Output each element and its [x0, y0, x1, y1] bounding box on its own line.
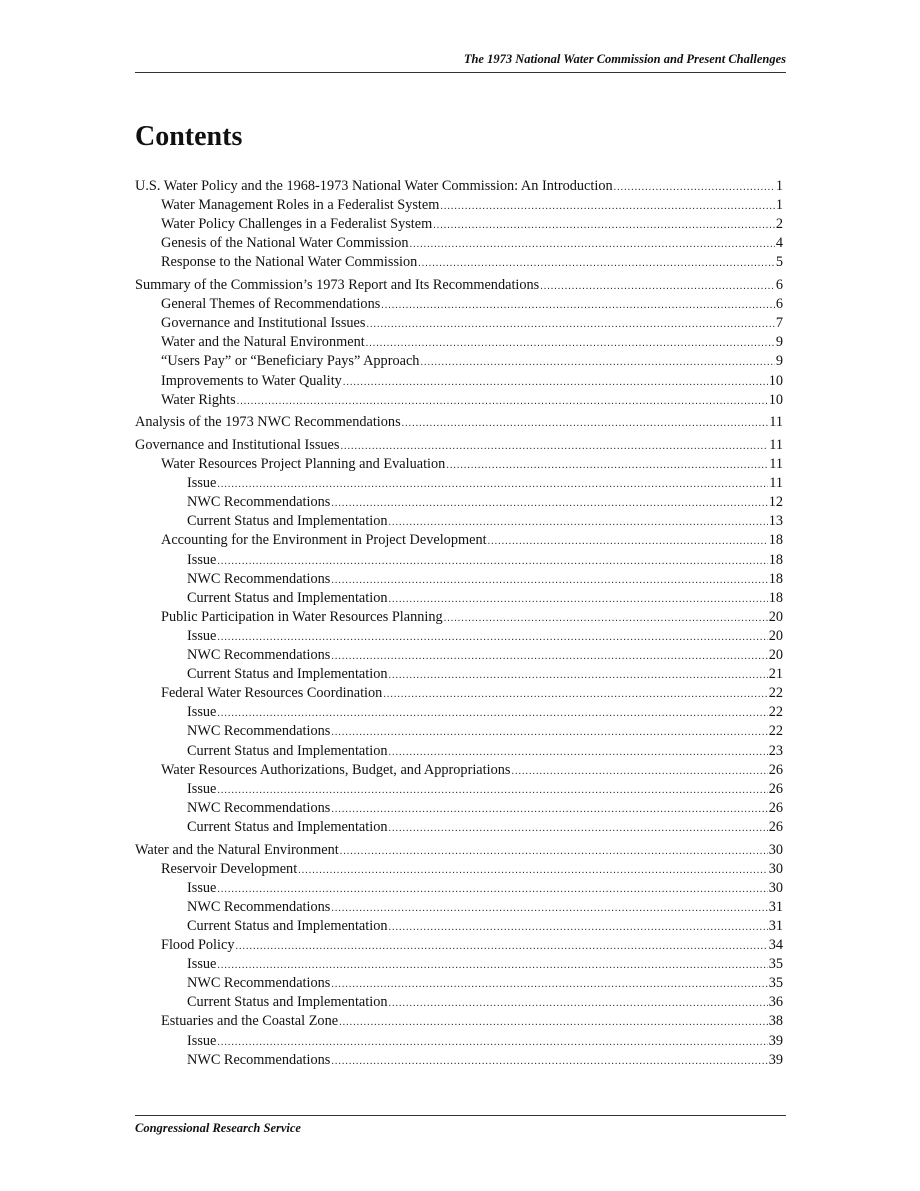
toc-entry-level-2[interactable]	[135, 761, 783, 780]
toc-entry-level-2[interactable]	[135, 372, 783, 391]
toc-dot-leader	[381, 296, 775, 315]
toc-entry-page-number: 7	[775, 315, 783, 332]
toc-entry-title: NWC Recommendations	[187, 723, 331, 740]
toc-entry-level-3[interactable]	[135, 665, 783, 684]
toc-entry-page-number: 20	[768, 647, 783, 664]
toc-entry-level-2[interactable]	[135, 936, 783, 955]
toc-dot-leader	[331, 1052, 767, 1071]
toc-dot-leader	[410, 235, 775, 254]
toc-entry-level-2[interactable]	[135, 1012, 783, 1031]
table-of-contents	[135, 177, 783, 1070]
toc-entry-title: NWC Recommendations	[187, 647, 331, 664]
toc-entry-level-2[interactable]	[135, 531, 783, 550]
toc-entry-title: Summary of the Commission’s 1973 Report and Its Recommendations	[135, 277, 540, 294]
toc-entry-level-3[interactable]	[135, 1032, 783, 1051]
toc-entry-level-1[interactable]	[135, 177, 783, 196]
toc-dot-leader	[217, 475, 768, 494]
toc-entry-page-number: 6	[775, 296, 783, 313]
toc-entry-page-number: 30	[768, 860, 783, 877]
toc-entry-title: Issue	[187, 551, 217, 568]
toc-entry-title: “Users Pay” or “Beneficiary Pays” Approach	[161, 353, 420, 370]
toc-entry-page-number: 26	[768, 799, 783, 816]
toc-entry-page-number: 5	[775, 254, 783, 271]
toc-entry-level-2[interactable]	[135, 215, 783, 234]
toc-entry-title: Water Rights	[161, 391, 236, 408]
toc-entry-page-number: 11	[769, 437, 783, 453]
toc-entry-level-3[interactable]	[135, 703, 783, 722]
toc-dot-leader	[418, 254, 775, 273]
toc-entry-title: Water Management Roles in a Federalist System	[161, 197, 440, 214]
toc-dot-leader	[331, 800, 767, 819]
toc-entry-level-3[interactable]	[135, 722, 783, 741]
toc-dot-leader	[389, 743, 768, 762]
toc-entry-page-number: 1	[775, 178, 783, 194]
toc-dot-leader	[331, 571, 767, 590]
toc-entry-title: Issue	[187, 627, 217, 644]
toc-dot-leader	[340, 437, 768, 456]
toc-dot-leader	[614, 178, 775, 197]
toc-entry-level-2[interactable]	[135, 314, 783, 333]
header-rule	[135, 72, 786, 73]
toc-entry-level-1[interactable]	[135, 436, 783, 455]
toc-entry-level-3[interactable]	[135, 512, 783, 531]
toc-dot-leader	[383, 685, 767, 704]
toc-dot-leader	[217, 552, 767, 571]
toc-dot-leader	[540, 277, 775, 296]
toc-entry-page-number: 35	[768, 975, 783, 992]
toc-entry-level-1[interactable]	[135, 276, 783, 295]
toc-entry-title: Issue	[187, 780, 217, 797]
toc-dot-leader	[217, 628, 767, 647]
toc-dot-leader	[420, 353, 774, 372]
toc-dot-leader	[366, 315, 774, 334]
toc-entry-title: U.S. Water Policy and the 1968-1973 National Water Commission: An Introduction	[135, 178, 613, 194]
toc-dot-leader	[389, 513, 768, 532]
toc-dot-leader	[389, 819, 768, 838]
toc-dot-leader	[389, 918, 768, 937]
toc-entry-level-3[interactable]	[135, 993, 783, 1012]
toc-entry-level-1[interactable]	[135, 841, 783, 860]
toc-entry-level-3[interactable]	[135, 646, 783, 665]
toc-entry-page-number: 26	[768, 818, 783, 835]
toc-entry-title: Response to the National Water Commission	[161, 254, 418, 271]
toc-entry-level-3[interactable]	[135, 627, 783, 646]
toc-entry-title: Federal Water Resources Coordination	[161, 685, 383, 702]
toc-entry-page-number: 10	[768, 391, 783, 408]
toc-entry-level-3[interactable]	[135, 799, 783, 818]
toc-entry-page-number: 36	[768, 994, 783, 1011]
toc-entry-title: NWC Recommendations	[187, 898, 331, 915]
toc-entry-title: Current Status and Implementation	[187, 589, 388, 606]
running-header: The 1973 National Water Commission and Present Challenges	[463, 52, 786, 66]
toc-entry-page-number: 22	[768, 685, 783, 702]
toc-dot-leader	[343, 373, 768, 392]
toc-entry-title: Water Resources Project Planning and Evaluation	[161, 456, 446, 473]
toc-entry-level-2[interactable]	[135, 455, 783, 474]
toc-entry-title: Analysis of the 1973 NWC Recommendations	[135, 414, 401, 431]
toc-entry-page-number: 10	[768, 372, 783, 389]
toc-entry-level-3[interactable]	[135, 742, 783, 761]
toc-dot-leader	[331, 899, 767, 918]
toc-dot-leader	[217, 880, 767, 899]
toc-dot-leader	[331, 975, 767, 994]
toc-dot-leader	[511, 762, 767, 781]
footer-rule	[135, 1115, 786, 1116]
toc-dot-leader	[340, 842, 768, 861]
toc-entry-title: Water and the Natural Environment	[135, 841, 339, 858]
toc-entry-page-number: 20	[768, 627, 783, 644]
toc-entry-level-1[interactable]	[135, 413, 783, 432]
toc-entry-title: Reservoir Development	[161, 860, 298, 877]
toc-entry-page-number: 21	[768, 666, 783, 683]
toc-entry-page-number: 22	[768, 704, 783, 721]
toc-entry-level-2[interactable]	[135, 860, 783, 879]
toc-dot-leader	[298, 861, 768, 880]
footer-publisher: Congressional Research Service	[135, 1121, 301, 1135]
toc-dot-leader	[217, 1033, 767, 1052]
toc-entry-title: Current Status and Implementation	[187, 666, 388, 683]
toc-entry-page-number: 39	[768, 1051, 783, 1068]
toc-entry-title: Current Status and Implementation	[187, 513, 388, 530]
toc-dot-leader	[389, 666, 768, 685]
toc-entry-page-number: 23	[768, 742, 783, 759]
toc-entry-title: Water and the Natural Environment	[161, 334, 365, 351]
toc-entry-page-number: 26	[768, 761, 783, 778]
toc-entry-title: NWC Recommendations	[187, 1051, 331, 1068]
toc-entry-title: NWC Recommendations	[187, 570, 331, 587]
toc-entry-level-2[interactable]	[135, 196, 783, 215]
toc-dot-leader	[331, 647, 767, 666]
toc-entry-page-number: 9	[775, 353, 783, 370]
toc-entry-level-3[interactable]	[135, 917, 783, 936]
toc-entry-page-number: 11	[769, 414, 783, 431]
toc-dot-leader	[237, 392, 768, 411]
toc-dot-leader	[217, 704, 767, 723]
toc-entry-level-2[interactable]	[135, 391, 783, 410]
toc-entry-level-2[interactable]	[135, 684, 783, 703]
toc-entry-page-number: 18	[768, 551, 783, 568]
page-title: Contents	[135, 121, 243, 152]
toc-entry-level-2[interactable]	[135, 352, 783, 371]
toc-entry-page-number: 6	[775, 277, 783, 294]
toc-dot-leader	[389, 994, 768, 1013]
toc-entry-page-number: 26	[768, 780, 783, 797]
toc-entry-level-3[interactable]	[135, 780, 783, 799]
toc-entry-page-number: 18	[768, 532, 783, 549]
toc-entry-page-number: 4	[775, 235, 783, 252]
toc-entry-title: Genesis of the National Water Commission	[161, 235, 409, 252]
toc-entry-title: Water Resources Authorizations, Budget, and Appropriations	[161, 761, 511, 778]
toc-entry-title: Flood Policy	[161, 937, 235, 954]
toc-dot-leader	[433, 216, 775, 235]
toc-entry-title: Issue	[187, 475, 217, 492]
toc-entry-title: Current Status and Implementation	[187, 818, 388, 835]
toc-entry-title: NWC Recommendations	[187, 799, 331, 816]
toc-dot-leader	[444, 609, 768, 628]
toc-entry-page-number: 9	[775, 334, 783, 351]
toc-entry-level-3[interactable]	[135, 474, 783, 493]
toc-entry-level-3[interactable]	[135, 879, 783, 898]
toc-entry-page-number: 11	[769, 475, 783, 492]
toc-entry-title: Estuaries and the Coastal Zone	[161, 1013, 339, 1030]
toc-entry-level-2[interactable]	[135, 234, 783, 253]
toc-dot-leader	[339, 1013, 768, 1032]
toc-entry-title: Improvements to Water Quality	[161, 372, 342, 389]
toc-entry-level-3[interactable]	[135, 1051, 783, 1070]
toc-entry-page-number: 31	[768, 898, 783, 915]
toc-entry-page-number: 38	[768, 1013, 783, 1030]
toc-dot-leader	[446, 456, 768, 475]
toc-entry-level-3[interactable]	[135, 818, 783, 837]
toc-dot-leader	[235, 937, 767, 956]
toc-entry-level-3[interactable]	[135, 955, 783, 974]
toc-entry-title: Public Participation in Water Resources Planning	[161, 608, 443, 625]
toc-dot-leader	[402, 414, 769, 433]
toc-entry-title: Water Policy Challenges in a Federalist System	[161, 216, 433, 233]
toc-entry-level-3[interactable]	[135, 589, 783, 608]
toc-entry-title: Issue	[187, 956, 217, 973]
toc-dot-leader	[389, 590, 768, 609]
toc-entry-page-number: 30	[768, 879, 783, 896]
toc-entry-title: Issue	[187, 1032, 217, 1049]
toc-dot-leader	[366, 334, 775, 353]
toc-entry-page-number: 12	[768, 494, 783, 511]
toc-entry-page-number: 2	[775, 216, 783, 233]
toc-entry-level-2[interactable]	[135, 333, 783, 352]
toc-entry-title: General Themes of Recommendations	[161, 296, 381, 313]
toc-entry-title: Current Status and Implementation	[187, 742, 388, 759]
toc-entry-level-2[interactable]	[135, 253, 783, 272]
toc-entry-page-number: 31	[768, 917, 783, 934]
toc-entry-page-number: 30	[768, 841, 783, 858]
toc-entry-title: Current Status and Implementation	[187, 994, 388, 1011]
toc-dot-leader	[488, 532, 768, 551]
toc-entry-page-number: 18	[768, 570, 783, 587]
toc-entry-page-number: 35	[768, 956, 783, 973]
toc-entry-title: Current Status and Implementation	[187, 917, 388, 934]
toc-entry-page-number: 11	[769, 456, 783, 473]
toc-entry-page-number: 22	[768, 723, 783, 740]
toc-entry-level-3[interactable]	[135, 974, 783, 993]
toc-entry-title: Accounting for the Environment in Project Development	[161, 532, 487, 549]
toc-dot-leader	[217, 781, 767, 800]
toc-entry-title: Issue	[187, 879, 217, 896]
toc-entry-level-3[interactable]	[135, 570, 783, 589]
toc-dot-leader	[331, 494, 767, 513]
toc-entry-title: NWC Recommendations	[187, 975, 331, 992]
toc-entry-title: NWC Recommendations	[187, 494, 331, 511]
toc-dot-leader	[440, 197, 774, 216]
toc-entry-level-2[interactable]	[135, 608, 783, 627]
toc-entry-page-number: 13	[768, 513, 783, 530]
toc-entry-page-number: 18	[768, 589, 783, 606]
toc-entry-level-3[interactable]	[135, 898, 783, 917]
toc-entry-level-3[interactable]	[135, 493, 783, 512]
toc-entry-title: Issue	[187, 704, 217, 721]
toc-entry-title: Governance and Institutional Issues	[135, 437, 340, 453]
toc-dot-leader	[217, 956, 767, 975]
toc-dot-leader	[331, 723, 767, 742]
toc-entry-level-3[interactable]	[135, 551, 783, 570]
toc-entry-page-number: 20	[768, 608, 783, 625]
toc-entry-page-number: 34	[768, 937, 783, 954]
toc-entry-page-number: 39	[768, 1032, 783, 1049]
toc-entry-title: Governance and Institutional Issues	[161, 315, 366, 332]
toc-entry-page-number: 1	[775, 197, 783, 214]
toc-entry-level-2[interactable]	[135, 295, 783, 314]
